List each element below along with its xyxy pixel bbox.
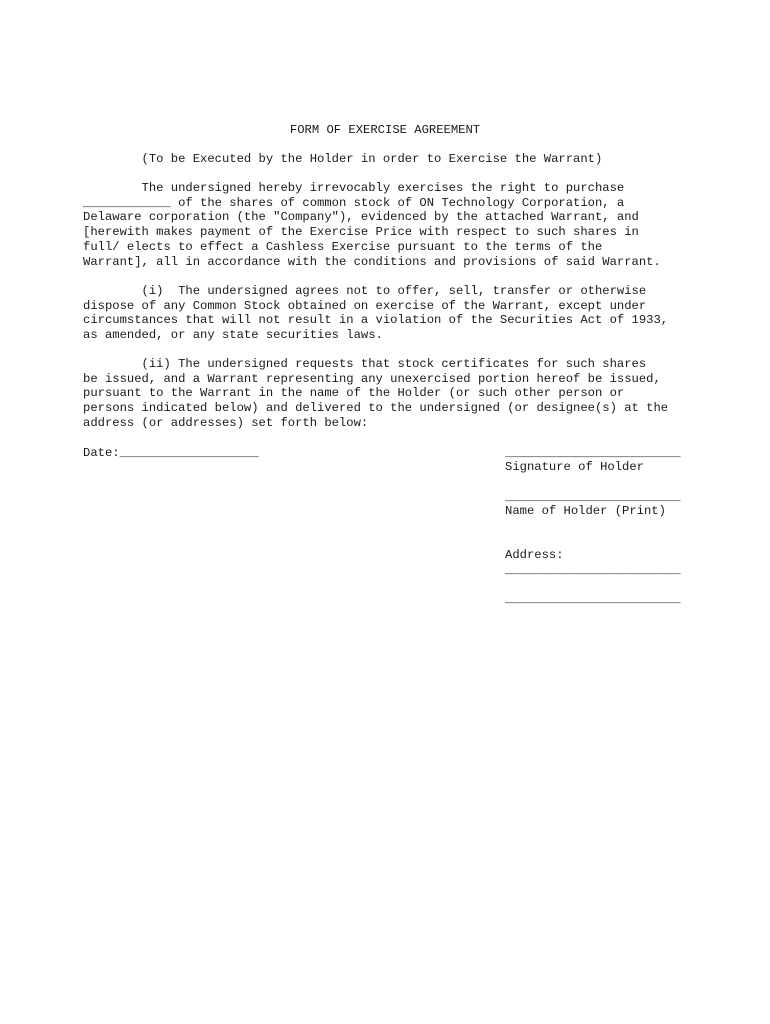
- address-line-2: ________________________: [505, 592, 681, 606]
- address-line-1: ________________________: [505, 563, 681, 577]
- transfer-restriction-paragraph: (i) The undersigned agrees not to offer, sell, transfer or otherwise dispose of any Common Stock obtained on exercise of the Warrant, except under circumstances that will not result in a violation of the Securities Act of 1933, as amended, or any state securities laws.: [83, 284, 669, 343]
- exercise-paragraph: The undersigned hereby irrevocably exercises the right to purchase ____________ of the shares of common stock of ON Technology Corporation, a Delaware corporation (the "Company"), evidenced by the attached Warrant, and [herewith makes payment of the Exercise Price with respect to such shares in full/ elects to effect a Cashless Exercise pursuant to the terms of the Warrant], all in accordance with the conditions and provisions of said Warrant.: [83, 181, 661, 269]
- certificate-request-paragraph: (ii) The undersigned requests that stock certificates for such shares be issued, and a Warrant representing any unexercised portion hereof be issued, pursuant to the Warrant in the name of the Holder (or such other person or persons indicated below) and delivered to the undersigned (or designee(s) at the address (or addresses) set forth below:: [83, 357, 669, 430]
- document-title: FORM OF EXERCISE AGREEMENT: [289, 123, 481, 137]
- signature-label: Signature of Holder: [505, 460, 644, 474]
- signature-line: ________________________: [505, 446, 681, 460]
- document-subtitle: (To be Executed by the Holder in order to Exercise the Warrant): [83, 152, 603, 166]
- address-label: Address:: [505, 548, 564, 562]
- holder-name-line: ________________________: [505, 490, 681, 504]
- date-field: Date:___________________: [83, 446, 259, 460]
- holder-name-label: Name of Holder (Print): [505, 504, 666, 518]
